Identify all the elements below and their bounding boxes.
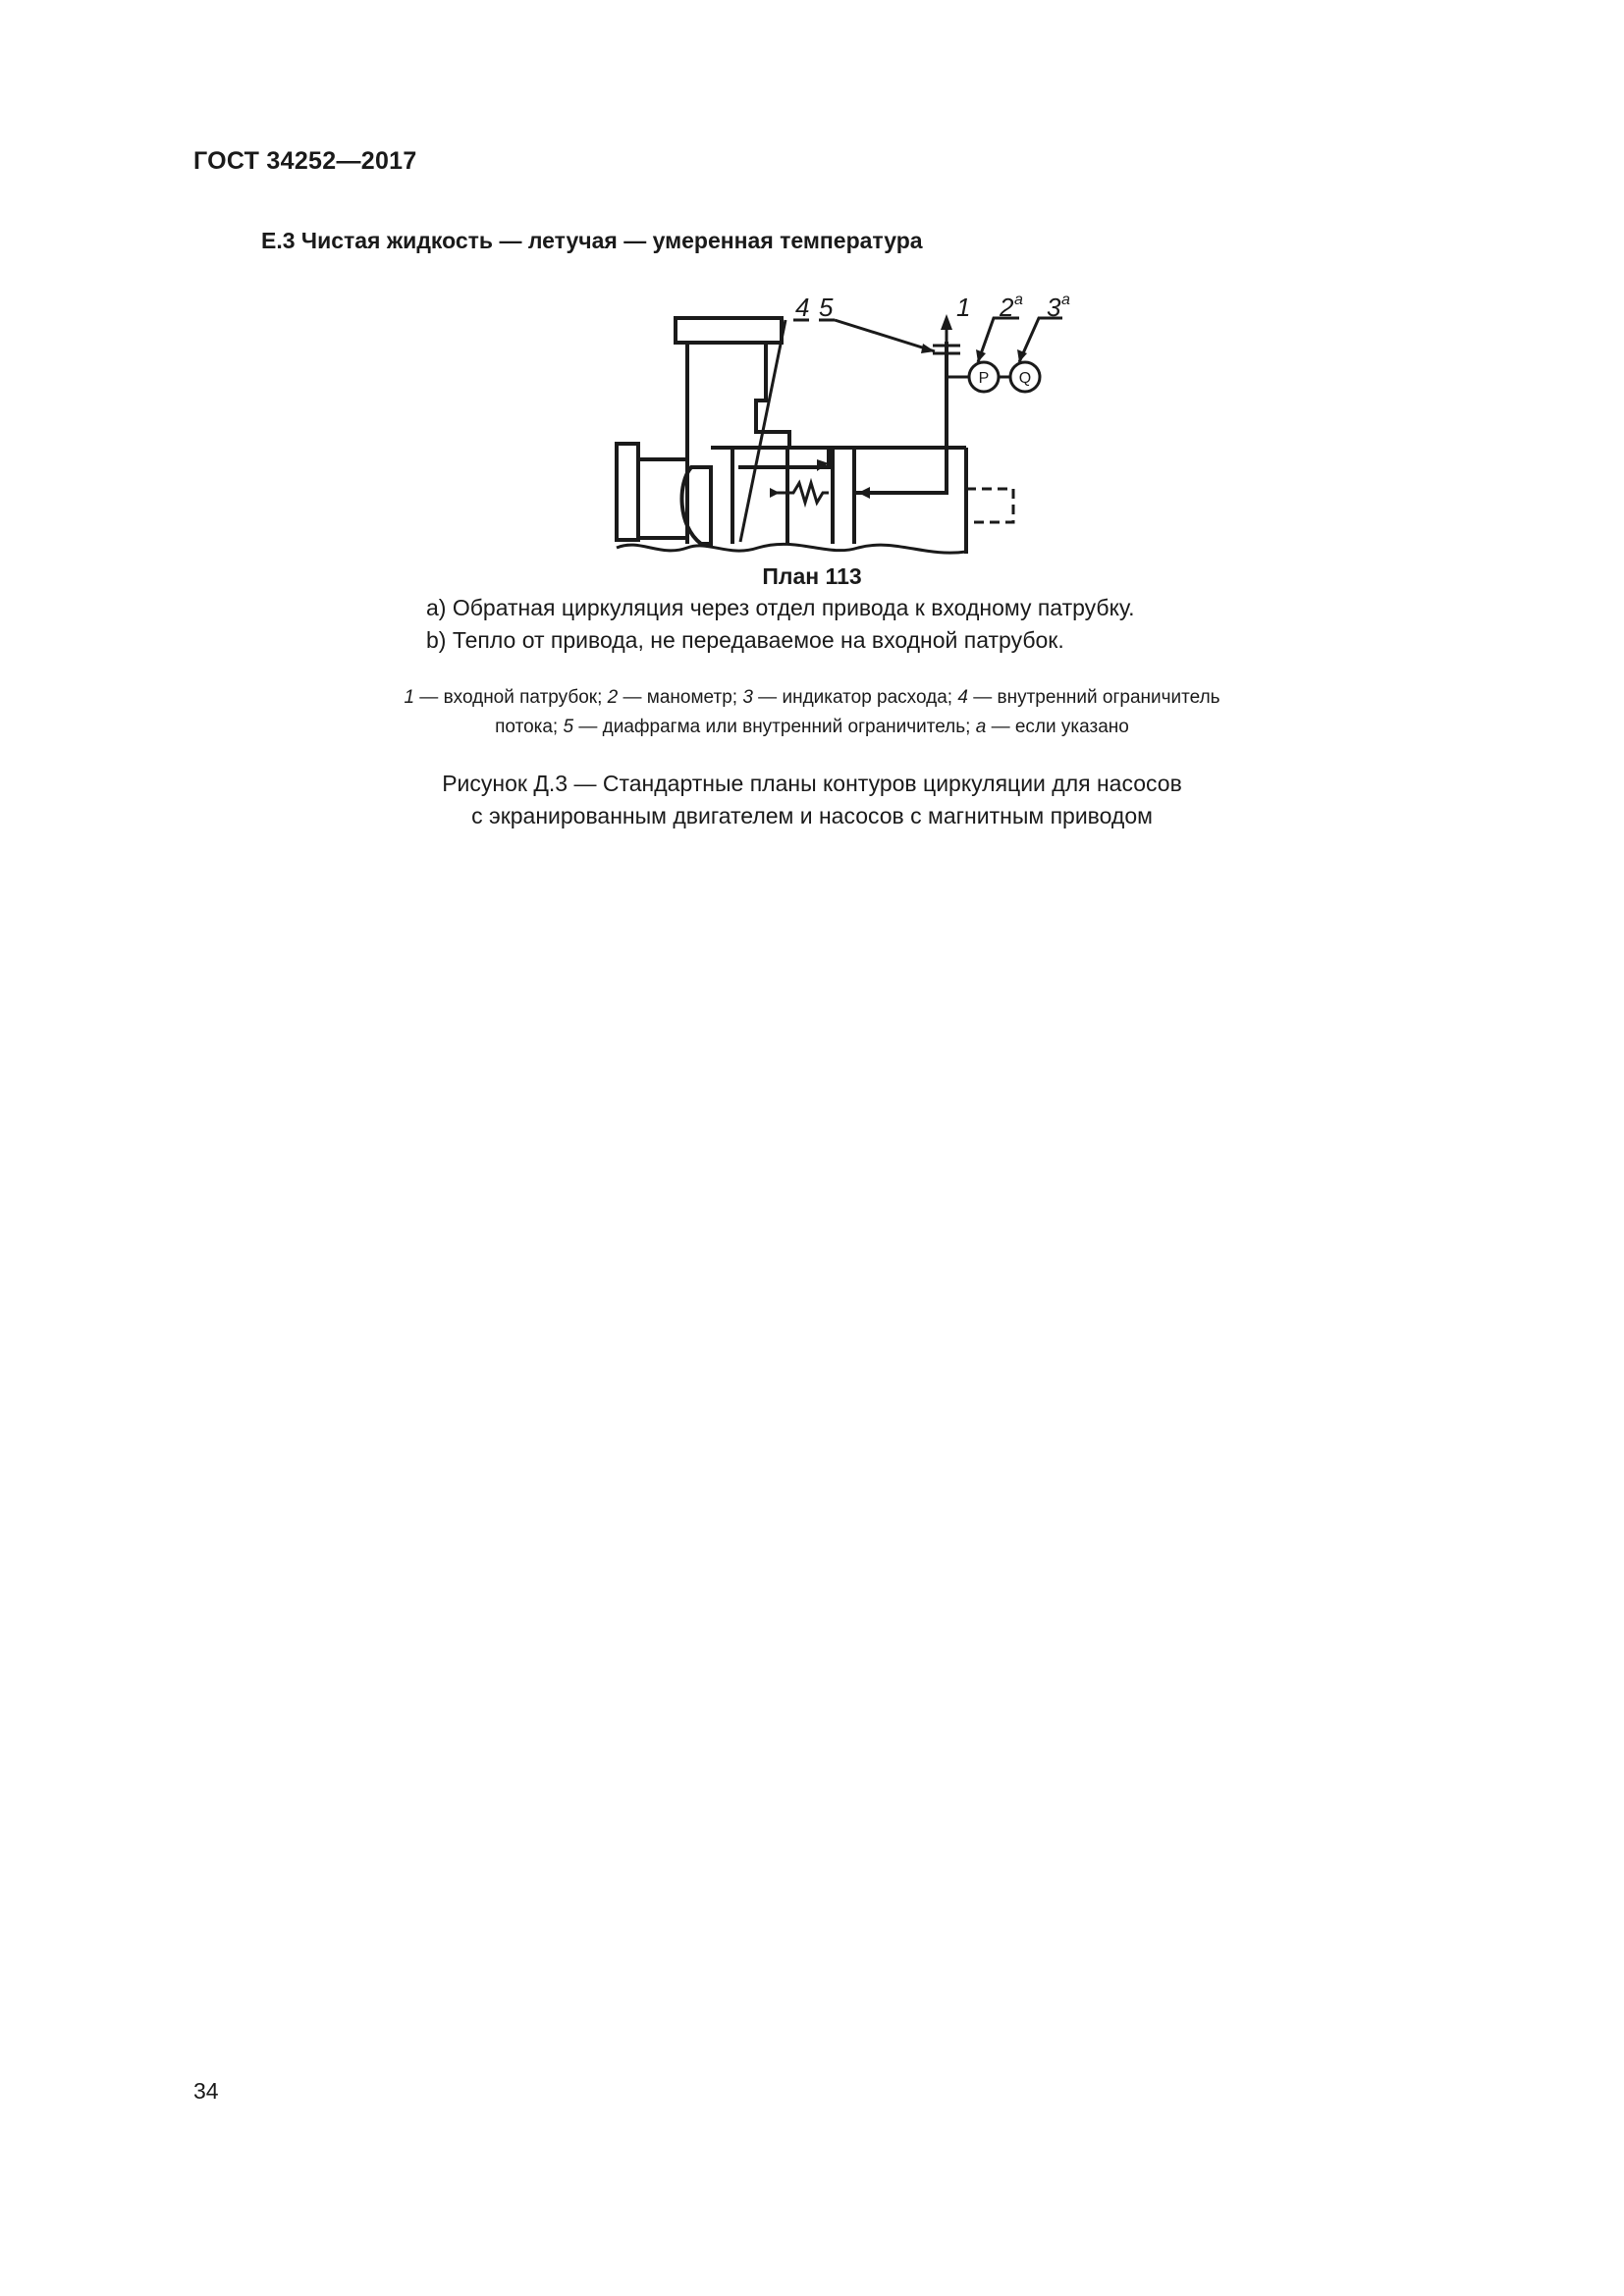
- note-b: b) Тепло от привода, не передаваемое на входной патрубок.: [426, 627, 1064, 653]
- section-title: Е.3 Чистая жидкость — летучая — умеренная температура: [261, 228, 923, 253]
- break-line: [617, 544, 966, 553]
- legend-line-1: [0, 683, 1624, 713]
- circulation-plan-diagram: [601, 291, 1111, 565]
- caption-line-1: Рисунок Д.3 — Стандартные планы контуров циркуляции для насосов: [442, 771, 1182, 796]
- flow-arrow-up: [941, 314, 952, 330]
- caption-line-2: с экранированным двигателем и насосов с магнитным приводом: [471, 803, 1153, 828]
- legend-text-5: — диафрагма или внутренний ограничитель;: [573, 717, 976, 737]
- figure-legend: [0, 683, 1624, 742]
- legend-num-2: 2: [607, 687, 619, 708]
- return-line: [854, 364, 947, 493]
- flow-arrow-restrictor: [770, 488, 780, 498]
- legend-text-4: — внутренний ограничитель: [967, 687, 1220, 708]
- legend-num-1: 1: [404, 687, 415, 708]
- callout-4: 4: [795, 293, 810, 322]
- legend-text-1: — входной патрубок;: [414, 687, 608, 708]
- callout-1: 1: [956, 293, 971, 322]
- callout-3: 3: [1047, 293, 1061, 322]
- figure-caption: [0, 768, 1624, 832]
- callout-3-sup: a: [1061, 292, 1070, 308]
- legend-num-4: 4: [957, 687, 968, 708]
- restrictor-symbol: [776, 483, 829, 503]
- legend-text-4b: потока;: [495, 717, 564, 737]
- legend-num-5: 5: [563, 717, 574, 737]
- note-a: а) Обратная циркуляция через отдел привода к входному патрубку.: [426, 595, 1135, 620]
- discharge-flange: [676, 318, 782, 343]
- plan-notes: [426, 592, 1135, 657]
- leader-3: [1019, 318, 1062, 362]
- legend-text-2: — манометр;: [618, 687, 743, 708]
- circulation-line: [738, 450, 829, 467]
- pressure-gauge-label: P: [978, 370, 990, 387]
- suction-flange-outer: [617, 444, 638, 540]
- standard-code: ГОСТ 34252—2017: [193, 147, 417, 175]
- callout-5: 5: [819, 293, 834, 322]
- flow-indicator-label: Q: [1018, 370, 1032, 387]
- legend-num-a: a: [975, 717, 987, 737]
- legend-num-3: 3: [742, 687, 753, 708]
- leader-5: [835, 320, 935, 351]
- page-number: 34: [193, 2078, 219, 2104]
- callout-2-sup: a: [1014, 292, 1023, 308]
- legend-text-3: — индикатор расхода;: [752, 687, 958, 708]
- leader-2: [978, 318, 1019, 362]
- shaft-extension: [966, 489, 1013, 522]
- legend-text-a: — если указано: [986, 717, 1129, 737]
- plan-title: План 113: [762, 563, 862, 589]
- flow-arrow-return: [858, 487, 870, 499]
- legend-line-2: [0, 713, 1624, 742]
- callout-2: 2: [1000, 293, 1014, 322]
